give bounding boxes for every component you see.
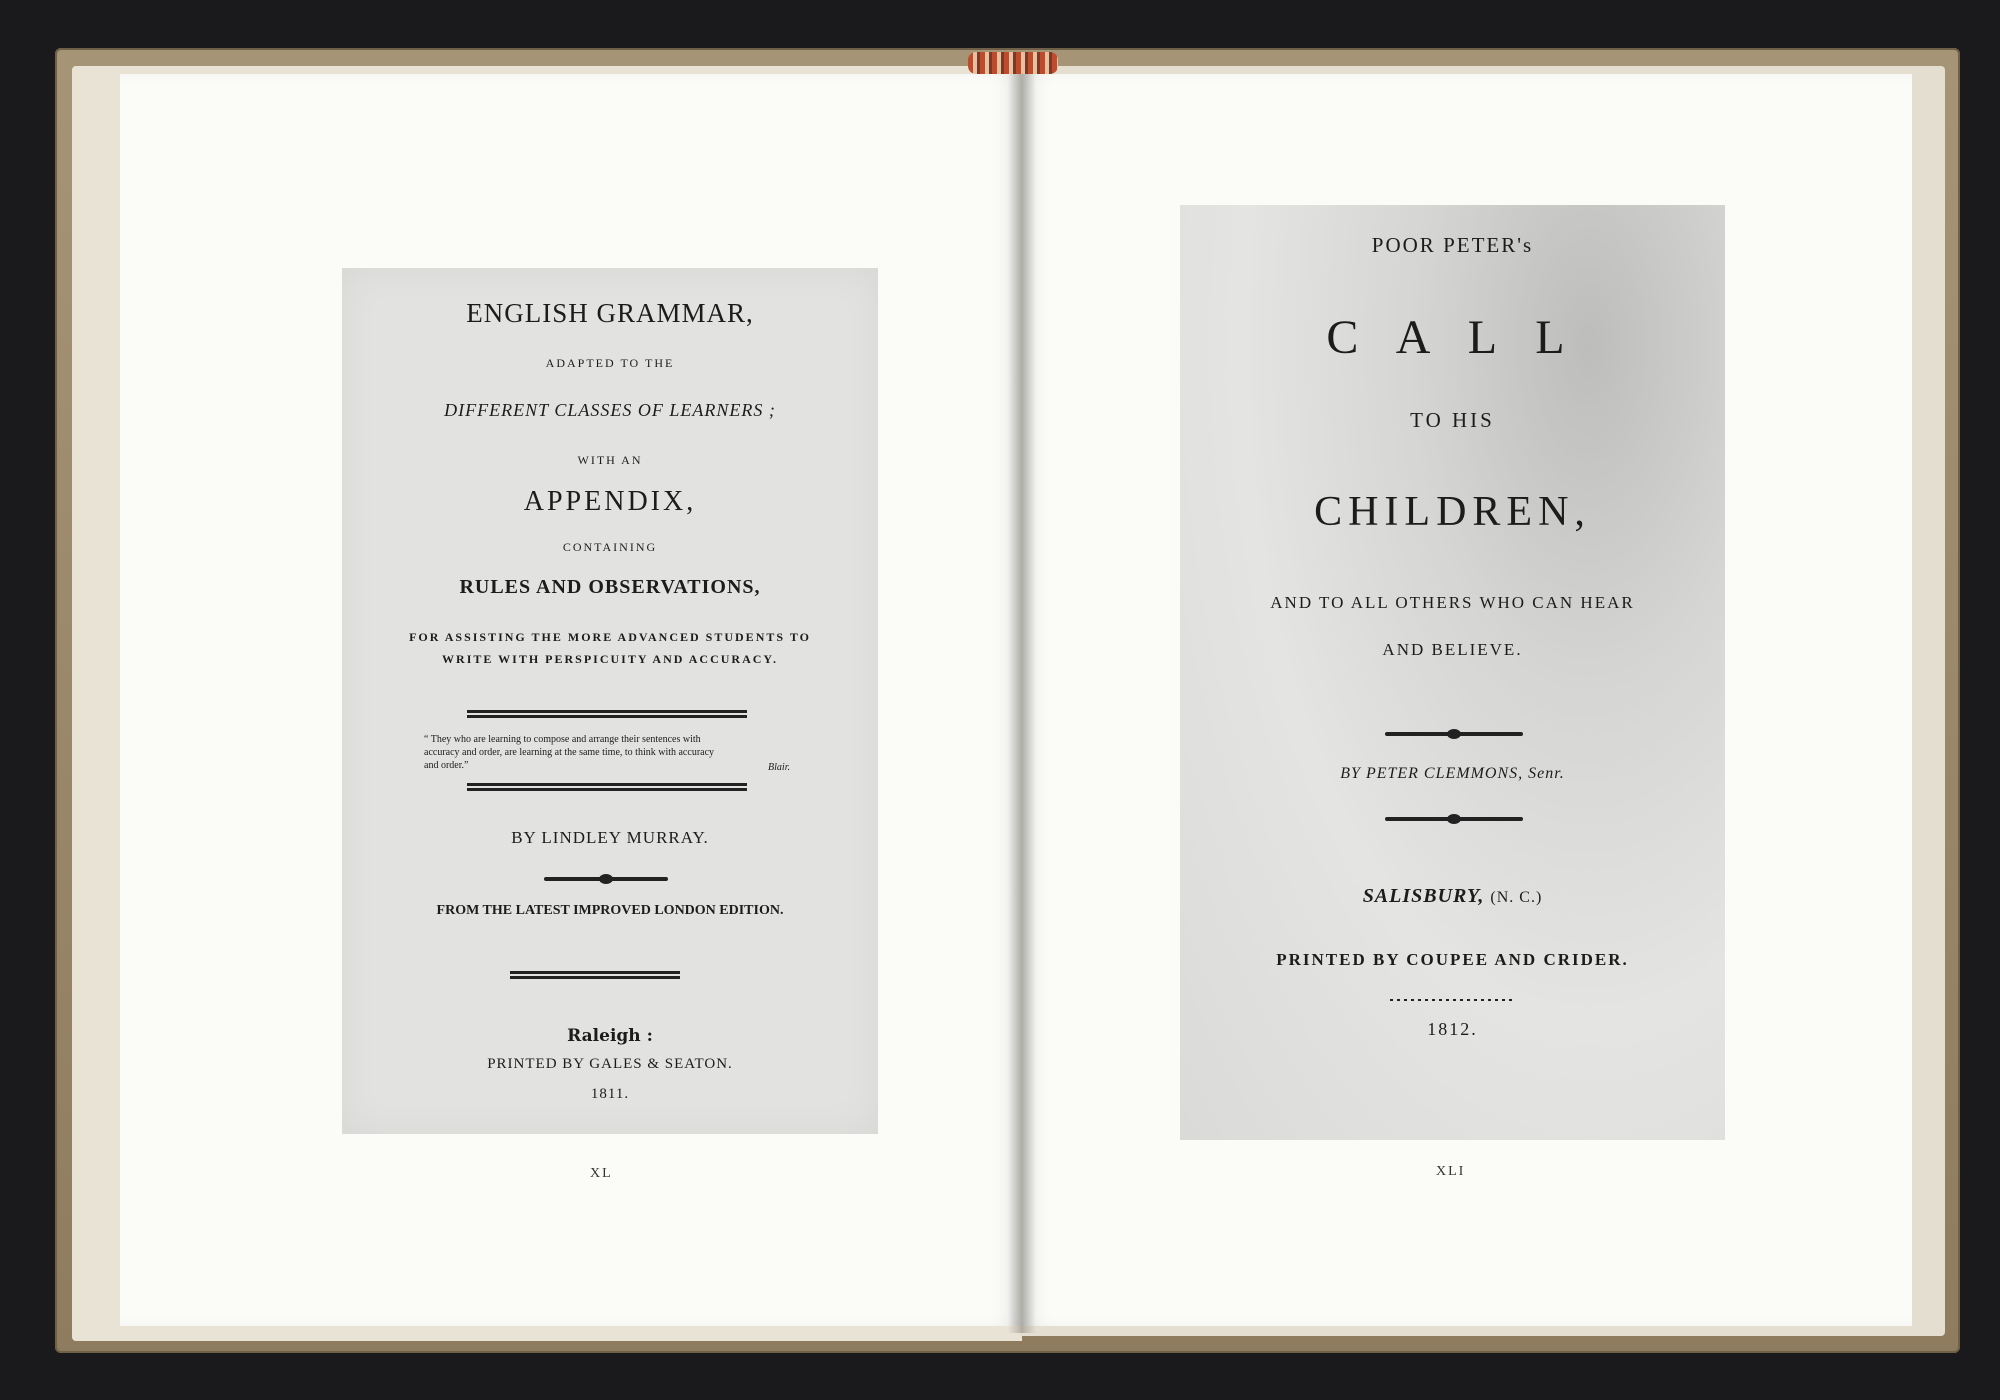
quote-line-1: “ They who are learning to compose and arrange their sentences with bbox=[424, 734, 701, 745]
folio-left: XL bbox=[590, 1166, 613, 1181]
year-line: 1812. bbox=[1427, 1019, 1478, 1039]
quote-line-3: and order.” bbox=[424, 760, 469, 771]
book-gutter bbox=[1008, 58, 1036, 1333]
containing-line: CONTAINING bbox=[562, 540, 658, 554]
assisting-line-2: WRITE WITH PERSPICUITY AND ACCURACY. bbox=[442, 652, 778, 666]
adapted-line: ADAPTED TO THE bbox=[545, 356, 675, 370]
call-line: C A L L bbox=[1326, 311, 1579, 364]
double-rule-bottom bbox=[467, 783, 747, 786]
english-grammar-title-page bbox=[342, 268, 878, 1134]
rules-line: RULES AND OBSERVATIONS, bbox=[459, 576, 761, 598]
title: ENGLISH GRAMMAR, bbox=[466, 298, 754, 328]
assisting-line-1: FOR ASSISTING THE MORE ADVANCED STUDENTS TO bbox=[409, 630, 811, 644]
year-line: 1811. bbox=[590, 1086, 630, 1102]
poor-peter-line: POOR PETER's bbox=[1371, 233, 1534, 257]
others-line-1: AND TO ALL OTHERS WHO CAN HEAR bbox=[1270, 593, 1635, 612]
author: BY LINDLEY MURRAY. bbox=[511, 828, 709, 847]
short-double-rule bbox=[510, 971, 680, 974]
quote-line-2: accuracy and order, are learning at the same time, to think with accuracy bbox=[424, 747, 715, 758]
classes-line: DIFFERENT CLASSES OF LEARNERS ; bbox=[444, 400, 776, 420]
others-line-2: AND BELIEVE. bbox=[1382, 640, 1523, 659]
folio-right: XLI bbox=[1436, 1164, 1466, 1179]
appendix-line: APPENDIX, bbox=[523, 486, 697, 517]
to-his-line: TO HIS bbox=[1410, 408, 1495, 432]
quote-attribution: Blair. bbox=[768, 762, 790, 773]
ornament-divider-top bbox=[1385, 732, 1523, 736]
place-state: (N. C.) bbox=[1490, 889, 1543, 906]
printer-line: PRINTED BY COUPEE AND CRIDER. bbox=[1276, 950, 1629, 969]
place-line: Raleigh : bbox=[567, 1026, 653, 1046]
dotted-divider bbox=[1390, 999, 1515, 1001]
binding-stitch bbox=[968, 52, 1058, 74]
place-line bbox=[1180, 885, 1725, 908]
edition-line: FROM THE LATEST IMPROVED LONDON EDITION. bbox=[436, 903, 784, 918]
ornament-divider bbox=[544, 877, 668, 881]
ornament-divider-bottom bbox=[1385, 817, 1523, 821]
poor-peters-call-title-page bbox=[1180, 205, 1725, 1140]
printer-line: PRINTED BY GALES & SEATON. bbox=[487, 1056, 733, 1072]
double-rule-top bbox=[467, 710, 747, 713]
with-an-line: WITH AN bbox=[577, 453, 643, 467]
author-line: BY PETER CLEMMONS, Senr. bbox=[1340, 765, 1565, 782]
place-name: SALISBURY, bbox=[1362, 885, 1485, 907]
children-line: CHILDREN, bbox=[1314, 489, 1591, 535]
